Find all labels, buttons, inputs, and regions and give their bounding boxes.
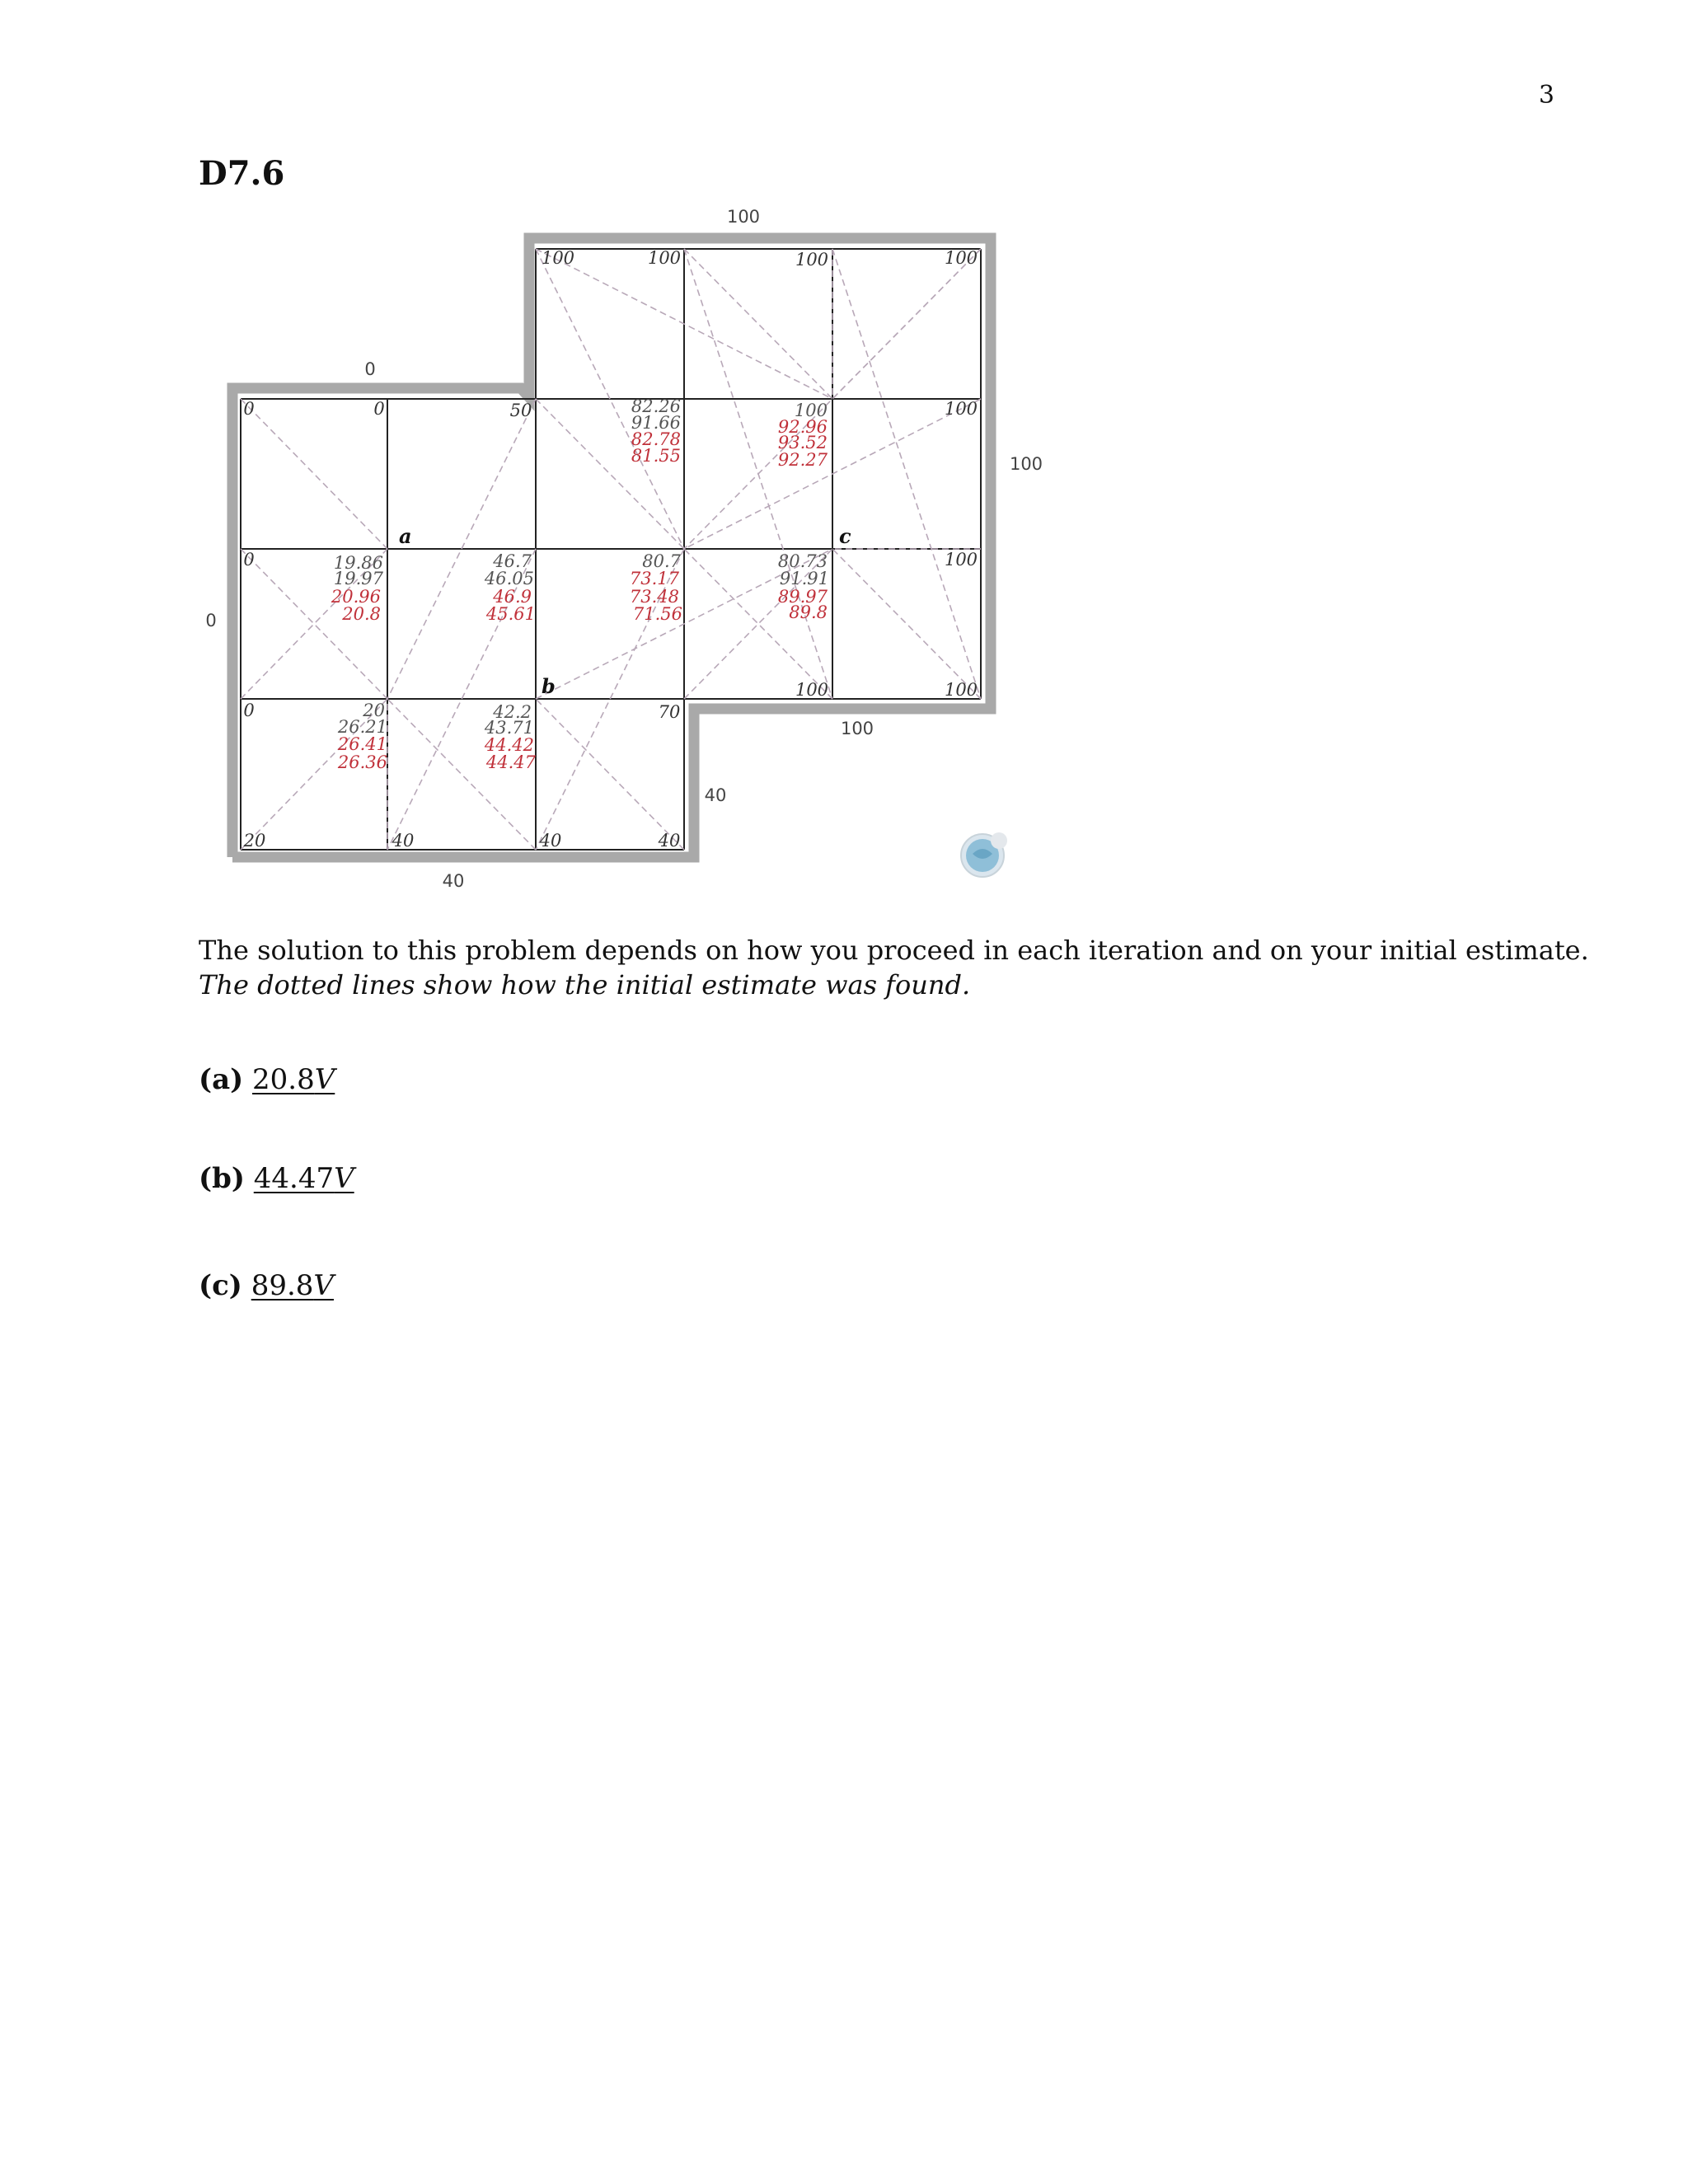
point-label-b: b	[542, 674, 556, 698]
watermark-badge-icon	[959, 829, 1009, 879]
node-value: 100	[944, 399, 978, 419]
iteration-value: 19.86	[333, 553, 383, 573]
answer-value: 20.8V	[252, 1063, 335, 1096]
answer-value: 44.47V	[253, 1162, 354, 1195]
iteration-value: 92.27	[777, 450, 828, 470]
node-value: 100	[541, 248, 575, 268]
answer-b	[199, 1162, 354, 1195]
iteration-value: 44.42	[484, 735, 534, 755]
boundary-step-right-label: 40	[704, 785, 727, 805]
iteration-values	[331, 396, 829, 772]
iteration-value: 46.9	[493, 587, 532, 607]
node-value: 100	[944, 248, 978, 268]
boundary-top-label: 100	[726, 207, 761, 227]
node-value: 50	[509, 401, 532, 420]
iteration-value: 45.61	[485, 604, 536, 624]
iteration-value: 71.56	[632, 604, 682, 624]
iteration-value: 100	[794, 401, 828, 420]
iteration-value: 93.52	[777, 433, 828, 452]
iteration-value: 46.7	[493, 551, 532, 571]
iteration-stack-r2c1	[331, 553, 384, 624]
iteration-value: 20.96	[331, 587, 381, 607]
boundary-right-label: 100	[1009, 454, 1043, 474]
iteration-value: 81.55	[631, 446, 681, 466]
node-value: 100	[647, 248, 682, 268]
node-value: 40	[658, 831, 681, 851]
iteration-value: 20	[363, 701, 385, 720]
node-value: 0	[373, 399, 385, 419]
node-value: 0	[243, 701, 255, 720]
answer-label: (c)	[199, 1269, 242, 1302]
iteration-value: 92.96	[777, 417, 828, 437]
node-value: 40	[392, 831, 415, 851]
solution-note-line1: The solution to this problem depends on how you proceed in each iteration and on your initial estimate.	[199, 935, 1589, 966]
iteration-value: 44.47	[485, 752, 536, 772]
iteration-stack-r2c3	[630, 551, 682, 624]
node-value: 100	[795, 680, 829, 700]
iteration-value: 91.66	[631, 413, 681, 433]
iteration-value: 73.17	[629, 569, 679, 588]
boundary-top-left-label: 0	[364, 359, 376, 379]
iteration-stack-r3c1	[337, 701, 387, 772]
iteration-stack-r2c4	[778, 551, 829, 622]
node-value: 100	[795, 250, 829, 269]
iteration-value: 43.71	[484, 718, 534, 738]
solution-note-line2: The dotted lines show how the initial estimate was found.	[199, 969, 971, 1001]
boundary-left-label: 0	[205, 611, 217, 630]
iteration-value: 19.97	[333, 569, 383, 588]
iteration-value: 89.97	[777, 587, 828, 607]
iteration-value: 42.2	[493, 702, 532, 722]
iteration-value: 26.41	[337, 734, 387, 754]
point-label-c: c	[839, 524, 851, 548]
iteration-stack-r2c2	[484, 551, 536, 624]
iteration-value: 73.48	[629, 587, 679, 607]
node-value: 100	[944, 680, 978, 700]
iteration-value: 46.05	[484, 569, 534, 588]
iteration-stack-r1c3	[631, 396, 681, 466]
node-value: 100	[944, 550, 978, 569]
iteration-value: 26.36	[337, 752, 387, 772]
iteration-value: 80.73	[777, 551, 828, 571]
finite-difference-grid-figure	[0, 0, 1688, 907]
point-labels	[399, 524, 851, 698]
node-value: 0	[243, 399, 255, 419]
iteration-value: 82.78	[631, 429, 681, 449]
problem-title: D7.6	[199, 154, 285, 193]
node-value: 40	[539, 831, 562, 851]
iteration-value: 91.91	[779, 569, 829, 588]
boundary-bottom-label: 40	[442, 871, 465, 891]
page-number: 3	[1538, 81, 1554, 110]
answer-label: (b)	[199, 1162, 245, 1195]
iteration-stack-r3c2	[484, 702, 537, 772]
iteration-value: 26.21	[337, 717, 387, 737]
answer-value: 89.8V	[251, 1269, 334, 1302]
iteration-value: 89.8	[789, 602, 828, 622]
point-label-a: a	[399, 524, 412, 548]
answer-c	[199, 1269, 334, 1302]
node-value: 20	[243, 831, 266, 851]
node-value: 0	[243, 550, 255, 569]
iteration-stack-r1c4	[778, 401, 828, 470]
node-value: 70	[658, 702, 681, 722]
iteration-value: 20.8	[342, 604, 381, 624]
iteration-value: 82.26	[631, 396, 681, 416]
boundary-step-bottom-label: 100	[840, 719, 874, 738]
solution-note	[199, 933, 1600, 1002]
answer-label: (a)	[199, 1063, 244, 1096]
answer-a	[199, 1063, 335, 1096]
iteration-value: 80.7	[642, 551, 681, 571]
